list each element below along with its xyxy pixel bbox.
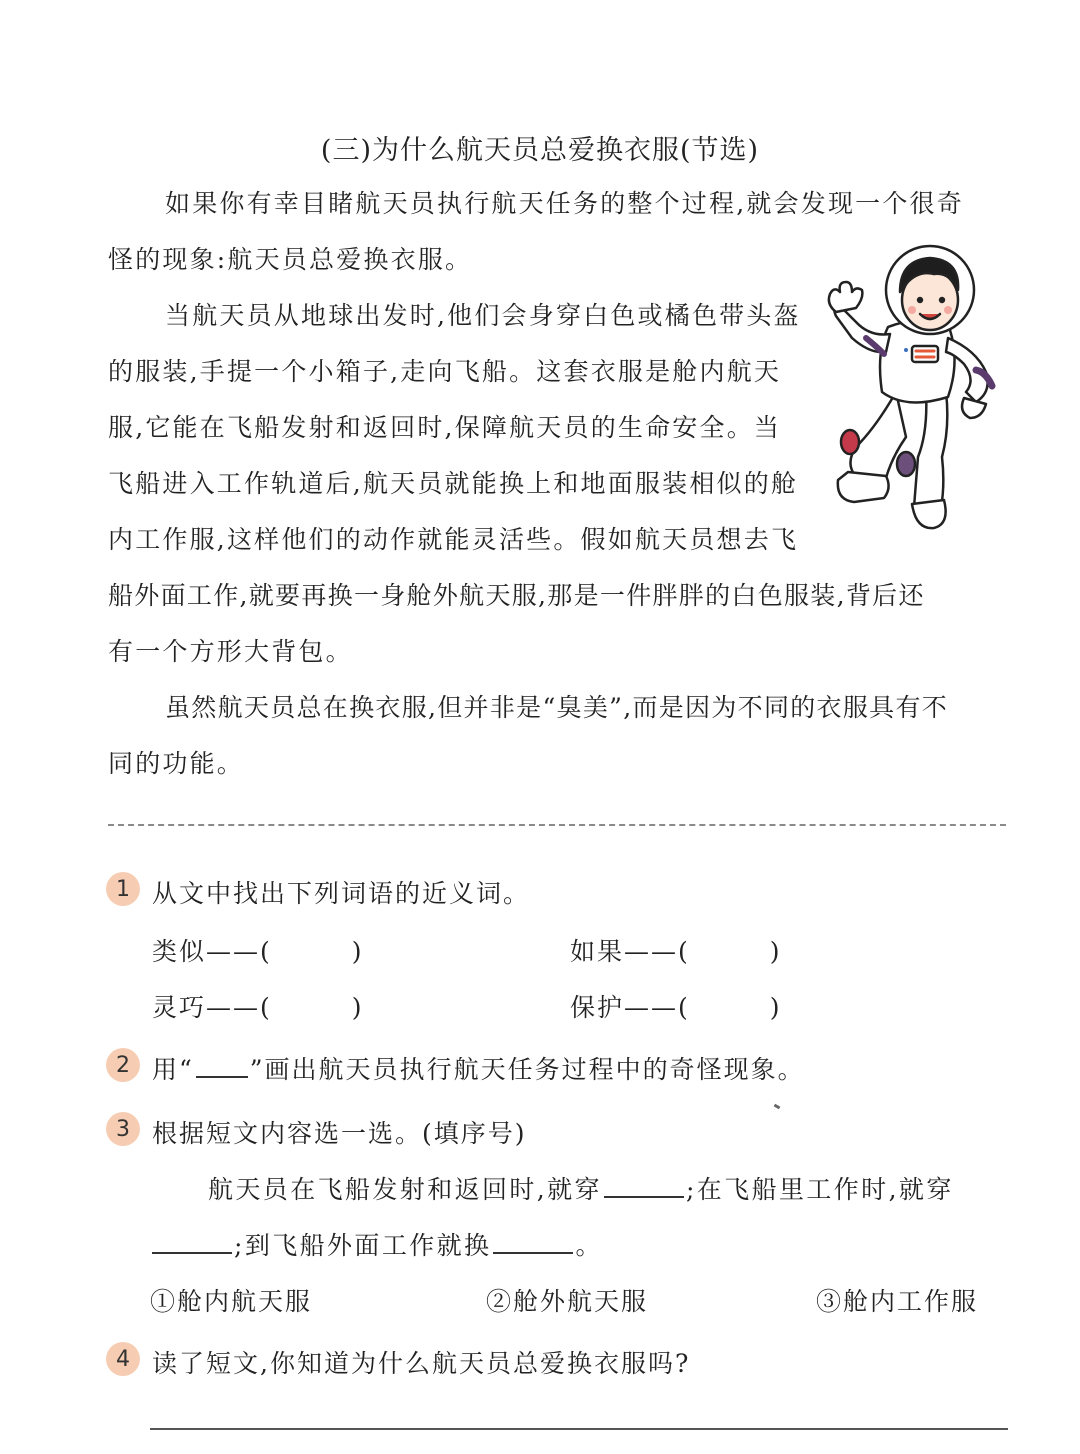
- q1-item-nimble-word: 灵巧——(: [152, 993, 272, 1022]
- passage-line-2: 怪的现象:航天员总爱换衣服。: [108, 245, 473, 274]
- q1-item-close-paren: ): [351, 937, 364, 966]
- q3-fill-b: ;在飞船里工作时,就穿: [685, 1175, 954, 1204]
- question-1-text: 从文中找出下列词语的近义词。: [152, 879, 531, 908]
- question-1-badge: 1: [106, 872, 140, 906]
- question-3-badge: 3: [106, 1112, 140, 1146]
- question-4-text: 读了短文,你知道为什么航天员总爱换衣服吗?: [152, 1349, 691, 1378]
- passage-line-4: 的服装,手提一个小箱子,走向飞船。这套衣服是舱内航天: [108, 357, 782, 386]
- q1-item-if: [570, 932, 782, 968]
- passage-line-9: 有一个方形大背包。: [108, 637, 353, 666]
- passage-line-8: 船外面工作,就要再换一身舱外航天服,那是一件胖胖的白色服装,背后还: [108, 581, 925, 610]
- section-divider: [108, 824, 1006, 826]
- q1-item-close-paren: ): [769, 937, 782, 966]
- question-2-post: ”画出航天员执行航天任务过程中的奇怪现象。: [249, 1055, 805, 1084]
- q3-blank-1[interactable]: [604, 1195, 684, 1198]
- astronaut-illustration: [826, 242, 1010, 532]
- q3-fill-line-1: [208, 1170, 954, 1206]
- question-2-pre: 用“: [152, 1055, 194, 1084]
- q3-fill-line-2: [150, 1226, 603, 1262]
- q3-option-2: ②舱外航天服: [486, 1287, 649, 1316]
- passage-line-5: 服,它能在飞船发射和返回时,保障航天员的生命安全。当: [108, 413, 782, 442]
- passage-line-6: 飞船进入工作轨道后,航天员就能换上和地面服装相似的舱: [108, 469, 799, 498]
- q3-blank-2[interactable]: [152, 1251, 232, 1254]
- q3-option-3: ③舱内工作服: [816, 1287, 979, 1316]
- passage-title: (三)为什么航天员总爱换衣服(节选): [320, 135, 760, 166]
- passage-line-10: 虽然航天员总在换衣服,但并非是“臭美”,而是因为不同的衣服具有不: [165, 693, 949, 722]
- stray-mark: [774, 1104, 781, 1110]
- passage-line-7: 内工作服,这样他们的动作就能灵活些。假如航天员想去飞: [108, 525, 799, 554]
- q1-item-close-paren: ): [769, 993, 782, 1022]
- passage-line-3: 当航天员从地球出发时,他们会身穿白色或橘色带头盔: [165, 301, 801, 330]
- q1-item-similar-word: 类似——(: [152, 937, 272, 966]
- question-4-badge: 4: [106, 1342, 140, 1376]
- q3-blank-3[interactable]: [493, 1251, 573, 1254]
- question-3-text: 根据短文内容选一选。(填序号): [152, 1119, 527, 1148]
- passage-line-1: 如果你有幸目睹航天员执行航天任务的整个过程,就会发现一个很奇: [165, 189, 964, 218]
- q1-item-protect: [570, 988, 782, 1024]
- q1-item-nimble: [152, 988, 364, 1024]
- passage-line-11: 同的功能。: [108, 749, 245, 778]
- q3-fill-a: 航天员在飞船发射和返回时,就穿: [208, 1175, 602, 1204]
- q4-answer-line[interactable]: [150, 1428, 1008, 1430]
- q1-item-if-word: 如果——(: [570, 937, 690, 966]
- q1-item-close-paren: ): [351, 993, 364, 1022]
- question-2-badge: 2: [106, 1048, 140, 1082]
- underline-sample: [196, 1075, 248, 1078]
- q3-option-1: ①舱内航天服: [150, 1287, 313, 1316]
- question-2-text: [152, 1050, 805, 1086]
- q3-fill-c: ;到飞船外面工作就换: [234, 1231, 492, 1260]
- q1-item-similar: [152, 932, 364, 968]
- q3-fill-d: 。: [575, 1231, 603, 1260]
- q1-item-protect-word: 保护——(: [570, 993, 690, 1022]
